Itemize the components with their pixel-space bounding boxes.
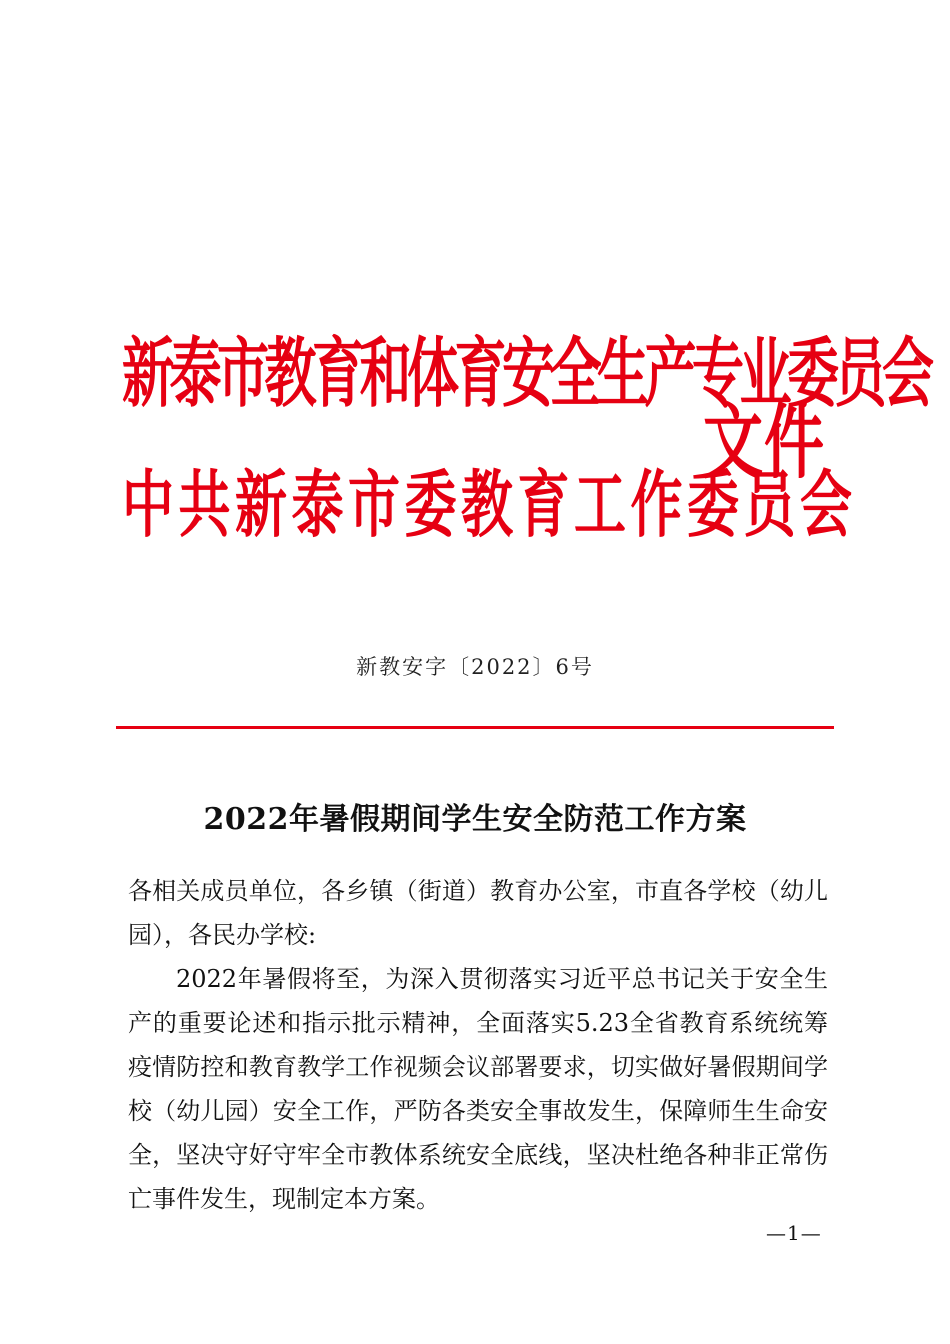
document-body: [128, 869, 828, 1221]
body-paragraph: 2022年暑假将至，为深入贯彻落实习近平总书记关于安全生产的重要论述和指示批示精神，全面落实5.23全省教育系统统筹疫情防控和教育教学工作视频会议部署要求，切实做好暑假期间学校（幼儿园）安全工作，严防各类安全事故发生，保障师生生命安全，坚决守好守牢全市教体系统安全底线，坚决杜绝各种非正常伤亡事件发生，现制定本方案。: [128, 965, 828, 1213]
red-divider-line: [116, 726, 834, 729]
document-type-suffix: 文件: [703, 396, 825, 491]
document-number: 新教安字〔2022〕6号: [356, 655, 594, 679]
issuer-name-line-2: 中共新泰市委教育工作委员会: [122, 464, 857, 549]
page-number: —1—: [766, 1221, 822, 1245]
salutation: 各相关成员单位，各乡镇（街道）教育办公室，市直各学校（幼儿园），各民办学校:: [128, 877, 828, 949]
document-title: 2022年暑假期间学生安全防范工作方案: [203, 802, 747, 837]
issuer-name-line-1: 新泰市教育和体育安全生产专业委员会: [122, 331, 930, 419]
